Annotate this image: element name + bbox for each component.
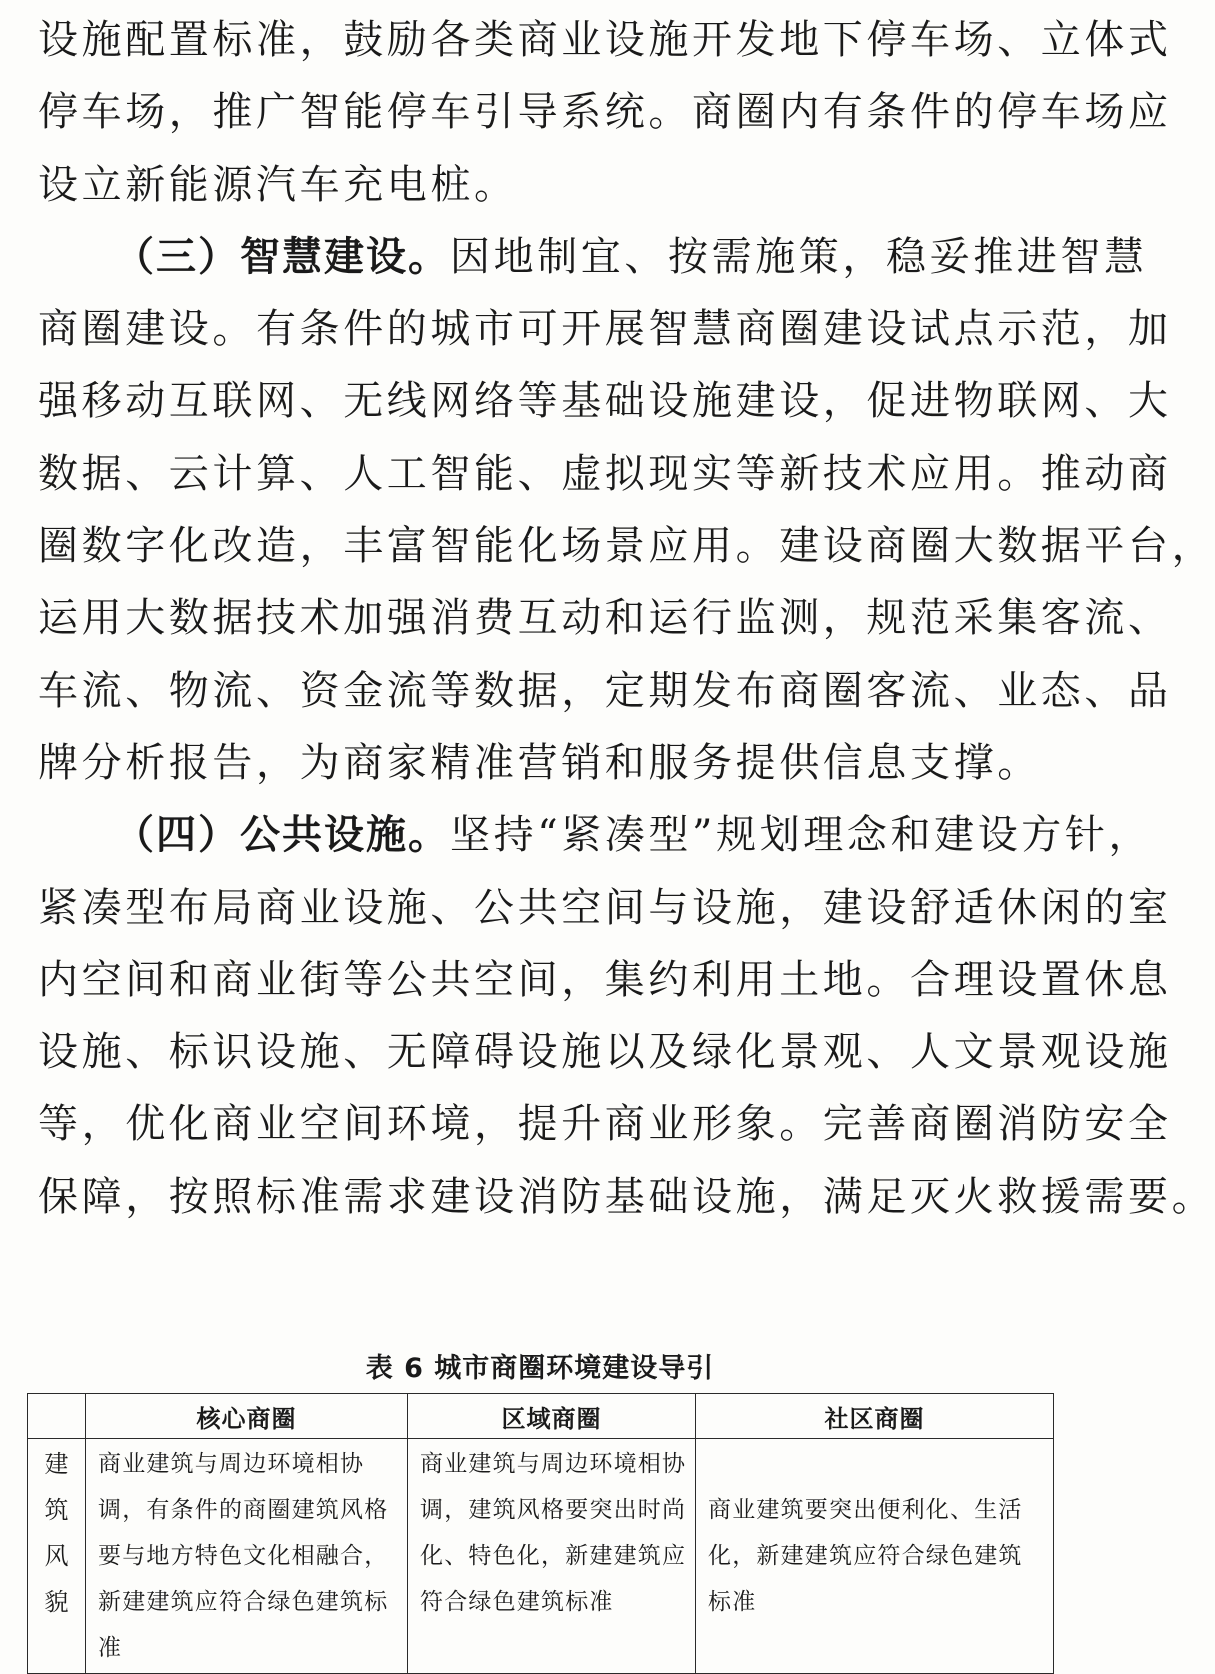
table-caption: 表 6 城市商圈环境建设导引 <box>365 1353 715 1384</box>
cell-community: 商业建筑要突出便利化、生活化，新建建筑应符合绿色建筑标准 <box>696 1439 1054 1674</box>
table-header-corner <box>28 1394 86 1439</box>
paragraph-line: 运用大数据技术加强消费互动和运行监测，规范采集客流、 <box>38 595 1172 642</box>
section-4-heading: （四）公共设施。 <box>114 812 450 859</box>
paragraph-line: 圈数字化改造，丰富智能化场景应用。建设商圈大数据平台， <box>38 523 1215 570</box>
paragraph-line: 设施、标识设施、无障碍设施以及绿化景观、人文景观设施 <box>38 1029 1172 1076</box>
cell-core: 商业建筑与周边环境相协调，有条件的商圈建筑风格要与地方特色文化相融合，新建建筑应符合绿色建筑标准 <box>86 1439 408 1674</box>
table-header-community: 社区商圈 <box>696 1394 1054 1439</box>
row-header-char: 貌 <box>44 1588 69 1616</box>
paragraph-line: 设立新能源汽车充电桩。 <box>38 161 518 208</box>
paragraph-line: 保障，按照标准需求建设消防基础设施，满足灭火救援需要。 <box>38 1173 1215 1220</box>
paragraph-line: 强移动互联网、无线网络等基础设施建设，促进物联网、大 <box>38 378 1172 425</box>
section-4-lead: 坚持“紧凑型”规划理念和建设方针， <box>450 812 1153 859</box>
section-3-lead: 因地制宜、按需施策，稳妥推进智慧 <box>450 233 1148 280</box>
row-header-char: 建 <box>44 1450 69 1478</box>
paragraph-line: 牌分析报告，为商家精准营销和服务提供信息支撑。 <box>38 739 1041 786</box>
table-header-row <box>28 1394 1054 1439</box>
table-header-core: 核心商圈 <box>86 1394 408 1439</box>
body-text <box>38 4 1215 1233</box>
environment-guide-table <box>27 1393 1054 1674</box>
row-header-char: 筑 <box>44 1496 69 1524</box>
paragraph-line: 数据、云计算、人工智能、虚拟现实等新技术应用。推动商 <box>38 450 1172 497</box>
table-row <box>28 1439 1054 1674</box>
paragraph-line: 紧凑型布局商业设施、公共空间与设施，建设舒适休闲的室 <box>38 884 1172 931</box>
paragraph-line: 商圈建设。有条件的城市可开展智慧商圈建设试点示范，加 <box>38 306 1172 353</box>
paragraph-line: 停车场，推广智能停车引导系统。商圈内有条件的停车场应 <box>38 89 1172 136</box>
cell-regional: 商业建筑与周边环境相协调，建筑风格要突出时尚化、特色化，新建建筑应符合绿色建筑标准 <box>408 1439 696 1674</box>
paragraph-line: 车流、物流、资金流等数据，定期发布商圈客流、业态、品 <box>38 667 1172 714</box>
paragraph-line: 等，优化商业空间环境，提升商业形象。完善商圈消防安全 <box>38 1101 1172 1148</box>
row-header-architecture <box>28 1439 86 1674</box>
paragraph-line: 设施配置标准，鼓励各类商业设施开发地下停车场、立体式 <box>38 17 1172 63</box>
paragraph-line: 内空间和商业街等公共空间，集约利用土地。合理设置休息 <box>38 956 1172 1003</box>
section-3-first-line <box>38 221 1148 293</box>
section-4-first-line <box>38 799 1153 871</box>
row-header-char: 风 <box>44 1542 69 1570</box>
section-3-heading: （三）智慧建设。 <box>114 233 450 280</box>
table-header-regional: 区域商圈 <box>408 1394 696 1439</box>
